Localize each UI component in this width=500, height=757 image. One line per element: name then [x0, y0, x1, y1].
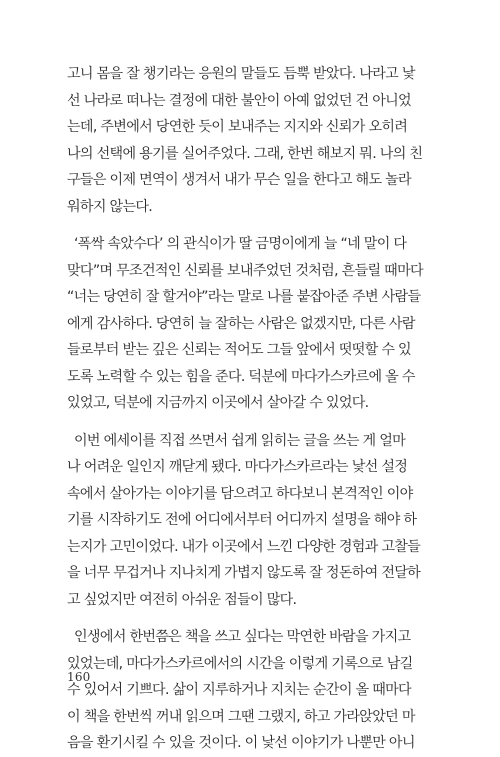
paragraph-4 — [67, 624, 433, 757]
text-line: 기를 시작하기도 전에 어디에서부터 어디까지 설명을 해야 하 — [67, 512, 417, 528]
text-line: 있었는데, 마다가스카르에서의 시간을 이렇게 기록으로 남길 — [67, 655, 413, 672]
text-line: 수 있어서 기쁘다. 삶이 지루하거나 지치는 순간이 올 때마다 — [67, 682, 411, 698]
text-line: 이 책을 한번씩 꺼내 읽으며 그땐 그랬지, 하고 가라앉았던 마 — [67, 708, 415, 725]
text-line: “너는 당연히 잘 할거야”라는 말로 나를 붙잡아준 주변 사람들 — [67, 289, 421, 305]
text-line: 속에서 살아가는 이야기를 담으려고 하다보니 본격적인 이야 — [67, 485, 413, 502]
paragraph-2 — [67, 231, 433, 417]
text-line: 있었고, 덕분에 지금까지 이곳에서 살아갈 수 있었다. — [67, 395, 369, 411]
text-line: 나의 선택에 용기를 실어주었다. 그래, 한번 해보지 뭐. 나의 친 — [67, 145, 423, 162]
text-line: 나 어려운 일인지 깨닫게 됐다. 마다가스카르라는 낯선 설정 — [67, 459, 408, 475]
text-line: 고 싶었지만 여전히 아쉬운 점들이 많다. — [67, 591, 297, 608]
text-line: 인생에서 한번쯤은 책을 쓰고 싶다는 막연한 바람을 가지고 — [74, 629, 411, 645]
text-line: 을 너무 무겁거나 지나치게 가볍지 않도록 잘 정돈하여 전달하 — [67, 565, 421, 581]
paragraph-3 — [67, 428, 433, 614]
paragraph-1 — [67, 61, 433, 220]
text-line: 는데, 주변에서 당연한 듯이 보내주는 지지와 신뢰가 오히려 — [67, 119, 408, 135]
text-line: 구들은 이제 면역이 생겨서 내가 무슨 일을 한다고 해도 놀라 — [67, 172, 411, 188]
text-line: 이번 에세이를 직접 쓰면서 쉽게 읽히는 글을 쓰는 게 얼마 — [74, 432, 406, 449]
text-line: 맞다”며 무조건적인 신뢰를 보내주었던 것처럼, 흔들릴 때마다 — [67, 262, 423, 279]
text-line: 들로부터 받는 깊은 신뢰는 적어도 그들 앞에서 떳떳할 수 있 — [67, 342, 411, 358]
text-line: 에게 감사하다. 당연히 늘 잘하는 사람은 없겠지만, 다른 사람 — [67, 315, 415, 332]
text-line: 워하지 않는다. — [67, 198, 153, 215]
text-line: 고니 몸을 잘 챙기라는 응원의 말들도 듬뿍 받았다. 나라고 낯 — [67, 66, 415, 82]
text-line: 도록 노력할 수 있는 힘을 준다. 덕분에 마다가스카르에 올 수 — [67, 368, 415, 385]
text-line: 음을 환기시킬 수 있을 것이다. 이 낯선 이야기가 나뿐만 아니 — [67, 735, 415, 751]
text-line: 선 나라로 떠나는 결정에 대한 불안이 아예 없었던 건 아니었 — [67, 92, 411, 109]
page-number: 160 — [67, 670, 91, 684]
text-line: ‘폭싹 속았수다’ 의 관식이가 딸 금명이에게 늘 “네 말이 다 — [74, 236, 407, 252]
body-text — [67, 61, 433, 757]
text-line: 는지가 고민이었다. 내가 이곳에서 느낀 다양한 경험과 고찰들 — [67, 538, 421, 555]
